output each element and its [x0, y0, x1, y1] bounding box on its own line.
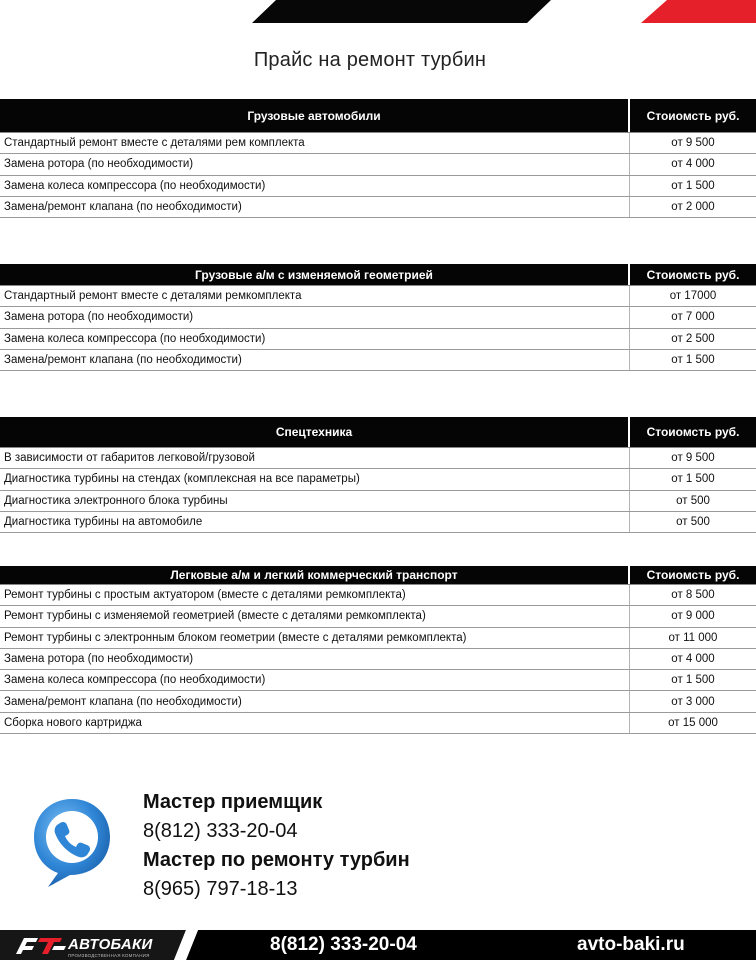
- footer-phone[interactable]: 8(812) 333-20-04: [270, 934, 417, 955]
- table-row: [0, 649, 756, 670]
- service-price: от 1 500: [671, 354, 715, 367]
- service-price: от 9 000: [671, 610, 715, 623]
- service-price: от 11 000: [668, 631, 718, 644]
- contact-phone-reception[interactable]: 8(812) 333-20-04: [143, 820, 298, 842]
- table-row: [0, 512, 756, 533]
- brand-subtitle: ПРОИЗВОДСТВЕННАЯ КОМПАНИЯ: [68, 953, 150, 958]
- table-row: [0, 491, 756, 512]
- service-name: Замена ротора (по необходимости): [0, 649, 630, 669]
- table-row: [0, 133, 756, 154]
- service-price: от 7 000: [671, 311, 715, 324]
- service-price: от 1 500: [671, 674, 715, 687]
- table-row: [0, 448, 756, 469]
- service-name: Замена/ремонт клапана (по необходимости): [0, 691, 630, 711]
- table-row: [0, 154, 756, 175]
- section-header: [0, 417, 756, 448]
- table-row: [0, 197, 756, 218]
- footer-website-link[interactable]: avto-baki.ru: [577, 934, 685, 955]
- section-title: Спецтехника: [0, 417, 630, 447]
- service-name: Сборка нового картриджа: [0, 713, 630, 733]
- service-price: от 15 000: [668, 716, 718, 729]
- service-price: от 9 500: [671, 137, 715, 150]
- page-title: Прайс на ремонт турбин: [253, 49, 487, 71]
- service-name: Ремонт турбины с простым актуатором (вместе с деталями ремкомплекта): [0, 585, 630, 605]
- service-price: от 1 500: [671, 473, 715, 486]
- service-price: от 500: [676, 494, 710, 507]
- section-title: Грузовые автомобили: [0, 99, 630, 132]
- price-column-header: Стоиомсть руб.: [646, 568, 740, 582]
- service-name: Стандартный ремонт вместе с деталями рем комплекта: [0, 133, 630, 153]
- service-price: от 4 000: [671, 158, 715, 171]
- price-section-passenger-cars: [0, 566, 756, 734]
- contact-phone-turbo-master[interactable]: 8(965) 797-18-13: [143, 878, 298, 900]
- price-column-header: Стоиомсть руб.: [646, 267, 740, 282]
- top-decoration: [0, 0, 756, 24]
- table-row: [0, 176, 756, 197]
- service-name: Стандартный ремонт вместе с деталями ремкомплекта: [0, 286, 630, 306]
- service-price: от 2 500: [671, 332, 715, 345]
- service-price: от 8 500: [671, 589, 715, 602]
- table-row: [0, 469, 756, 490]
- service-name: Замена ротора (по необходимости): [0, 307, 630, 327]
- service-price: от 500: [676, 516, 710, 529]
- table-row: [0, 286, 756, 307]
- service-name: Ремонт турбины с электронным блоком геометрии (вместе с деталями ремкомплекта): [0, 628, 630, 648]
- service-name: Замена/ремонт клапана (по необходимости): [0, 197, 630, 217]
- section-title: Легковые а/м и легкий коммерческий транспорт: [0, 566, 630, 584]
- table-row: [0, 628, 756, 649]
- section-title: Грузовые а/м с изменяемой геометрией: [0, 264, 630, 285]
- contact-label-reception: Мастер приемщик: [143, 791, 323, 813]
- service-price: от 3 000: [671, 695, 715, 708]
- price-section-special-machinery: [0, 417, 756, 533]
- table-row: [0, 606, 756, 627]
- service-name: Замена/ремонт клапана (по необходимости): [0, 350, 630, 370]
- service-name: Замена ротора (по необходимости): [0, 154, 630, 174]
- service-name: В зависимости от габаритов легковой/грузовой: [0, 448, 630, 468]
- price-column-header: Стоиомсть руб.: [646, 108, 740, 123]
- service-name: Диагностика электронного блока турбины: [0, 491, 630, 511]
- service-price: от 4 000: [671, 653, 715, 666]
- service-name: Замена колеса компрессора (по необходимости): [0, 176, 630, 196]
- service-price: от 2 000: [671, 201, 715, 214]
- phone-handset-icon: [30, 795, 114, 891]
- table-row: [0, 350, 756, 371]
- service-name: Ремонт турбины с изменяемой геометрией (вместе с деталями ремкомплекта): [0, 606, 630, 626]
- section-header: [0, 264, 756, 286]
- table-row: [0, 307, 756, 328]
- section-header: [0, 566, 756, 585]
- brand-name: АВТОБАКИ: [68, 936, 153, 953]
- price-column-header: Стоиомсть руб.: [646, 425, 740, 439]
- service-name: Замена колеса компрессора (по необходимости): [0, 329, 630, 349]
- price-section-trucks: [0, 99, 756, 218]
- service-price: от 9 500: [671, 452, 715, 465]
- service-name: Диагностика турбины на автомобиле: [0, 512, 630, 532]
- service-name: Замена колеса компрессора (по необходимости): [0, 670, 630, 690]
- service-name: Диагностика турбины на стендах (комплексная на все параметры): [0, 469, 630, 489]
- table-row: [0, 691, 756, 712]
- table-row: [0, 713, 756, 734]
- table-row: [0, 670, 756, 691]
- contact-label-turbo-master: Мастер по ремонту турбин: [143, 849, 410, 871]
- section-header: [0, 99, 756, 133]
- table-row: [0, 329, 756, 350]
- contacts-block: [143, 788, 410, 904]
- price-section-trucks-vgt: [0, 264, 756, 371]
- service-price: от 1 500: [671, 179, 715, 192]
- service-price: от 17000: [669, 290, 717, 303]
- table-row: [0, 585, 756, 606]
